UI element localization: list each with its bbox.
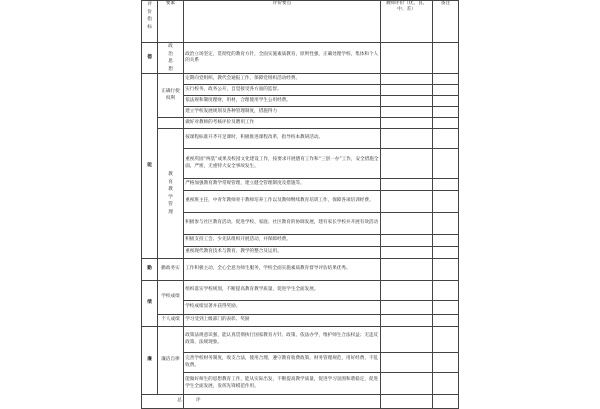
overall-row <box>142 395 459 409</box>
rating-cell[interactable] <box>381 107 433 118</box>
point-cell: 重视现代教育技术与教育、教学的整合及运用。 <box>184 247 381 259</box>
table-row <box>142 43 459 74</box>
table-row <box>142 301 459 315</box>
point-cell: 能做好师生的思想教育工作，能从实际出发，不断提高教学质量，促进学习氛围和谐稳定，促进学生全面发展，发挥先锋模范作用。 <box>184 373 381 395</box>
rating-cell[interactable] <box>381 315 433 327</box>
table-row <box>142 74 459 85</box>
remarks-cell[interactable] <box>433 281 459 301</box>
remarks-cell[interactable] <box>433 107 459 118</box>
table-row <box>142 96 459 107</box>
dimension-lian: 廉 <box>142 327 158 395</box>
remarks-cell[interactable] <box>433 373 459 395</box>
table-row <box>142 373 459 395</box>
remarks-cell[interactable] <box>433 129 459 149</box>
remarks-cell[interactable] <box>433 43 459 74</box>
rating-cell[interactable] <box>381 235 433 247</box>
remarks-cell[interactable] <box>433 118 459 129</box>
remarks-cell[interactable] <box>433 235 459 247</box>
remarks-cell[interactable] <box>433 179 459 191</box>
rating-cell[interactable] <box>381 281 433 301</box>
remarks-cell[interactable] <box>433 259 459 281</box>
rating-cell[interactable] <box>381 85 433 96</box>
table-row <box>142 315 459 327</box>
point-cell: 政治立场坚定，贯彻党的教育方针，全面实施素质教育，原则性强，正确处理学校、集体和个人的关系 <box>184 43 381 74</box>
point-cell: 积极参与社区教育活动，促进学校、家庭、社区教育的协调发展，建有家长学校并开展有效活动 <box>184 213 381 235</box>
element-cell <box>158 118 184 129</box>
point-cell: 政策法规意识强，能认真贯彻执行国家教育方针、政策、依法办学，维护师生合法权益；无违反政策、法规现象。 <box>184 327 381 353</box>
dimension-ji: 绩 <box>142 281 158 327</box>
remarks-cell[interactable] <box>433 191 459 213</box>
rating-cell[interactable] <box>381 96 433 107</box>
table-row <box>142 213 459 235</box>
rating-cell[interactable] <box>381 74 433 85</box>
table-row <box>142 281 459 301</box>
table-row <box>142 85 459 96</box>
point-cell: 定期向党组织、教代会通报工作，保障党组织活动经费。 <box>184 74 381 85</box>
header-remarks: 备注 <box>433 1 459 43</box>
table-row <box>142 327 459 353</box>
rating-cell[interactable] <box>381 191 433 213</box>
table-row <box>142 235 459 247</box>
evaluation-table <box>141 0 459 409</box>
remarks-cell[interactable] <box>433 74 459 85</box>
table-row <box>142 107 459 118</box>
dimension-de: 德 <box>142 43 158 74</box>
remarks-cell[interactable] <box>433 85 459 96</box>
evaluation-sheet <box>141 0 458 404</box>
table-row <box>142 118 459 129</box>
point-cell: 工作积极主动，全心全意为师生服务，学校全面实施素质教育督导评估结果优秀。 <box>184 259 381 281</box>
element-cell: 学校成绩 <box>158 281 184 315</box>
rating-cell[interactable] <box>381 247 433 259</box>
rating-cell[interactable] <box>381 259 433 281</box>
rating-cell[interactable] <box>381 327 433 353</box>
element-cell: 廉洁自律 <box>158 327 184 395</box>
rating-cell[interactable] <box>381 129 433 149</box>
table-row <box>142 247 459 259</box>
point-cell: 严格加强教育教学常规管理，建立健全管理制度及措施等。 <box>184 179 381 191</box>
rating-cell[interactable] <box>381 149 433 179</box>
overall-remarks-cell[interactable] <box>433 395 459 409</box>
header-points: 评价要点 <box>184 1 381 43</box>
point-cell: 学习受到上级部门的表彰、奖励 <box>184 315 381 327</box>
remarks-cell[interactable] <box>433 353 459 373</box>
point-cell: 按课程标准开齐开足课时，积极推进课程改革，指导校本教研活动。 <box>184 129 381 149</box>
point-cell: 建立学校发展规划及各种管理制度，措施得力 <box>184 107 381 118</box>
remarks-cell[interactable] <box>433 327 459 353</box>
point-cell: 组织落实学校规划，不断提高教育教学质量，促进学生全面发展。 <box>184 281 381 301</box>
header-dimension: 评价指标 <box>142 1 158 43</box>
point-cell: 依法规和制度理财，用材，合理使用学生公用经费。 <box>184 96 381 107</box>
dimension-qin: 勤 <box>142 259 158 281</box>
remarks-cell[interactable] <box>433 96 459 107</box>
table-row <box>142 129 459 149</box>
overall-rating-cell[interactable] <box>381 395 433 409</box>
rating-cell[interactable] <box>381 213 433 235</box>
point-cell: 重视班主任，中青年教师骨干教师培养工作以及教师继续教育培训工作，保障各项培训经费。 <box>184 191 381 213</box>
point-cell: 积极支持工会、少先队组织开展活动，并保障经费。 <box>184 235 381 247</box>
rating-cell[interactable] <box>381 373 433 395</box>
rating-cell[interactable] <box>381 301 433 315</box>
element-cell: 政治思想 <box>158 43 184 74</box>
rating-cell[interactable] <box>381 118 433 129</box>
table-row <box>142 353 459 373</box>
element-cell: 正确行使权利 <box>158 74 184 118</box>
remarks-cell[interactable] <box>433 315 459 327</box>
header-row <box>142 1 459 43</box>
remarks-cell[interactable] <box>433 213 459 235</box>
element-cell: 教育教学管理 <box>158 129 184 259</box>
overall-label-b: 评 <box>184 395 381 409</box>
point-cell: 重视巩固“两基”成果及校园文化建设工作，按要求开展德育工作和“三创一办”工作，安全措施全面、严密，无重特大安全事故发生。 <box>184 149 381 179</box>
rating-cell[interactable] <box>381 43 433 74</box>
remarks-cell[interactable] <box>433 149 459 179</box>
table-row <box>142 191 459 213</box>
point-cell: 实行校务、政务公开，自觉接受各方面的监督。 <box>184 85 381 96</box>
remarks-cell[interactable] <box>433 247 459 259</box>
element-cell: 勤政务实 <box>158 259 184 281</box>
table-row <box>142 149 459 179</box>
overall-label-a: 总 <box>142 395 184 409</box>
remarks-cell[interactable] <box>433 301 459 315</box>
point-cell: 完善学校财务制度，收支合法，使用合理，遵守教育收费政策，财务管理规范，用好经费，不乱收费。 <box>184 353 381 373</box>
point-cell: 学校成绩显著并获得奖励。 <box>184 301 381 315</box>
header-rating: 教师评价（优、良、中、差） <box>381 1 433 43</box>
point-cell: 做好对教师的考核评价及聘用工作 <box>184 118 381 129</box>
table-row <box>142 259 459 281</box>
header-element: 要素 <box>158 1 184 43</box>
element-cell: 个人成绩 <box>158 315 184 327</box>
rating-cell[interactable] <box>381 353 433 373</box>
dimension-neng: 能 <box>142 74 158 259</box>
table-row <box>142 179 459 191</box>
rating-cell[interactable] <box>381 179 433 191</box>
